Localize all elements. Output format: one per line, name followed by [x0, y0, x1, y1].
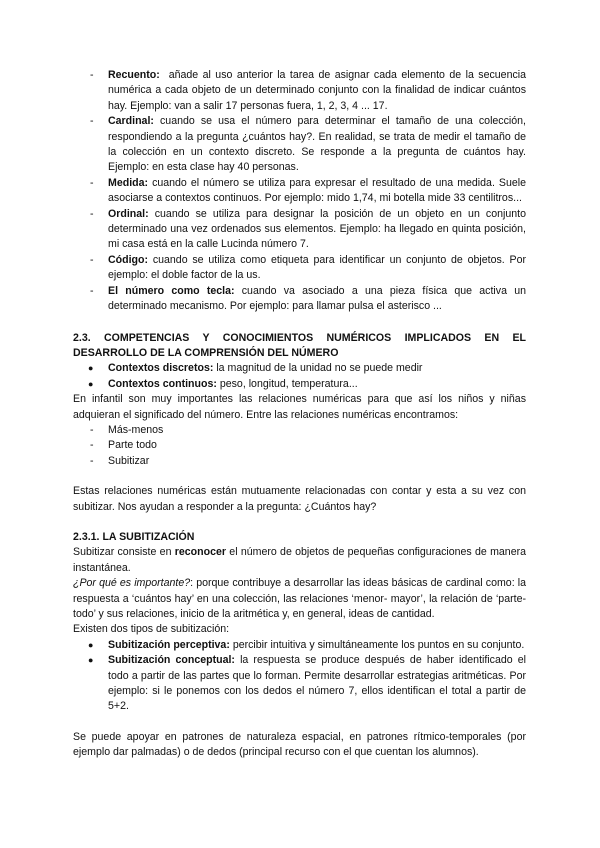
item-text: añade al uso anterior la tarea de asignar cada elemento de la secuencia numérica a cada objeto de un determinado conjunto con la finalidad de indicar cuántos hay. Ejemplo: van a salir 17 personas fuera, 1, 2, 3, 4 ... 17. [108, 69, 526, 112]
contexts-list [73, 361, 526, 392]
term-label: Subitización conceptual: [108, 654, 235, 667]
relations-intro-paragraph: En infantil son muy importantes las relaciones numéricas para que así los niños y niñas adquieran el significado del número. Entre las relaciones numéricas encontramos: [73, 393, 526, 421]
item-text: la respuesta se produce después de haber identificado el todo a partir de las partes que lo forman. Permite desarrollar estrategias aritméticas. Por ejemplo: si le ponemos con los dedos el número 7, ellos identifican el total a partir de 5+2. [108, 654, 526, 713]
term-label: El número como tecla: [108, 284, 235, 297]
item-text: cuando se utiliza como etiqueta para identificar un conjunto de objetos. Por ejemplo: el doble factor de la us. [108, 253, 526, 282]
section-heading-2-3: 2.3. COMPETENCIAS Y CONOCIMIENTOS NUMÉRICOS IMPLICADOS EN EL DESARROLLO DE LA COMPRENSIÓN DEL NÚMERO [73, 331, 526, 359]
term-label: Código: [108, 253, 149, 266]
definition-text-start: Subitizar consiste en [73, 546, 175, 559]
section-heading-2-3-1: 2.3.1. LA SUBITIZACIÓN [73, 530, 195, 543]
definition-text-end: el número de objetos de pequeñas configuraciones de manera instantánea. [73, 546, 527, 574]
item-text: la magnitud de la unidad no se puede medir [216, 362, 423, 375]
item-text: cuando se usa el número para determinar el tamaño de una colección, respondiendo a la pregunta ¿cuántos hay?. En realidad, se trata de medir el tamaño de la colección en un contexto discreto. Se responde a la pregunta de cuántos hay. Ejemplo: en esta clase hay 40 personas. [108, 115, 526, 174]
list-item [73, 653, 526, 715]
relations-summary-paragraph: Estas relaciones numéricas están mutuamente relacionadas con contar y esta a su vez con subitizar. Nos ayudan a responder a la pregunta: ¿Cuántos hay? [73, 485, 526, 513]
list-item [73, 638, 526, 653]
list-item: - Subitizar [73, 454, 526, 469]
item-text: percibir intuitiva y simultáneamente los puntos en su conjunto. [232, 638, 525, 651]
document-page [73, 68, 526, 761]
term-label: Subitización perceptiva: [108, 638, 230, 651]
list-item [73, 377, 526, 392]
item-text: cuando el número se utiliza para expresar el resultado de una medida. Suele asociarse a contextos continuos. Por ejemplo: mido 1,74, mi botella mide 33 centilitros... [108, 176, 526, 205]
list-item [73, 361, 526, 376]
number-uses-list [73, 68, 526, 315]
importance-text: : porque contribuye a desarrollar las ideas básicas de cardinal como: la respuesta a ‘cuántos hay’ en una colección, las relaciones ‘menor- mayor’, la relación de ‘parte-todo’ y sus relaciones, inicio de la aritmética y, en general, ideas de cantidad. [73, 577, 527, 620]
importance-paragraph [73, 576, 526, 622]
list-item: - Parte todo [73, 438, 526, 453]
list-item [73, 207, 526, 253]
relations-list [73, 423, 526, 469]
list-item [73, 284, 526, 315]
term-label: Contextos continuos: [108, 377, 217, 390]
types-intro: Existen dos tipos de subitización: [73, 623, 230, 636]
list-item [73, 68, 526, 114]
term-label: Cardinal: [108, 115, 154, 128]
subitizing-types-list [73, 638, 526, 715]
list-item [73, 253, 526, 284]
list-item [73, 176, 526, 207]
term-label: Recuento: [108, 69, 160, 81]
importance-question: ¿Por qué es importante? [73, 577, 191, 590]
list-item: - Más-menos [73, 423, 526, 438]
item-text: cuando se utiliza para designar la posición de un objeto en un conjunto determinado una vez ordenados sus elementos. Ejemplo: ha llegado en quinta posición, mi casa está en la calle Lucinda número 7. [108, 207, 526, 251]
closing-paragraph: Se puede apoyar en patrones de naturaleza espacial, en patrones rítmico-temporales (por ejemplo dar palmadas) o de dedos (principal recurso con el que cuentan los alumnos). [73, 730, 526, 759]
term-label: Medida: [108, 176, 149, 189]
list-item [73, 114, 526, 176]
term-label: Ordinal: [108, 207, 149, 220]
subitizing-definition [73, 545, 526, 576]
item-text: cuando va asociado a una pieza física que activa un determinado mecanismo. Por ejemplo: para llamar pulsa el asterisco ... [108, 284, 526, 313]
item-text: peso, longitud, temperatura... [219, 377, 358, 390]
term-label: Contextos discretos: [108, 362, 214, 375]
definition-bold-word: reconocer [174, 546, 226, 559]
